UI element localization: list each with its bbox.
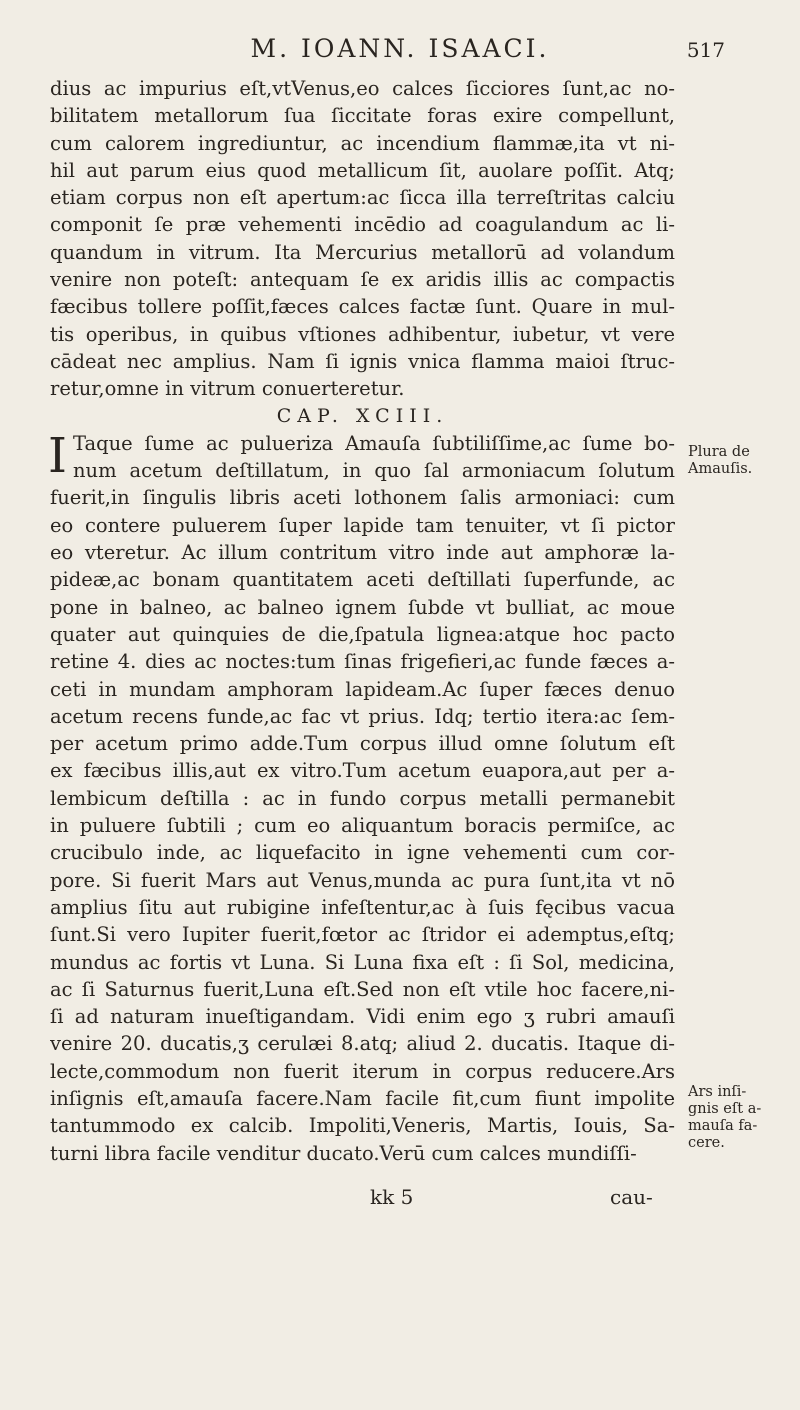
text-line: dius ac impurius eſt,vtVenus,eo calces ſicciores ſunt,ac no- xyxy=(50,77,675,100)
text-line: eo vteretur. Ac illum contritum vitro inde aut amphoræ la- xyxy=(50,541,675,565)
text-line: etiam corpus non eſt apertum:ac ſicca illa terreſtritas calciu xyxy=(50,186,675,210)
catchword: cau- xyxy=(610,1185,653,1209)
page-header xyxy=(0,30,800,70)
text-line: ac ſi Saturnus fuerit,Luna eſt.Sed non eſt vtile hoc facere,ni- xyxy=(50,977,675,1001)
margin-note-line: Amauſis. xyxy=(688,461,753,477)
text-line: per acetum primo adde.Tum corpus illud omne ſolutum eſt xyxy=(50,732,675,756)
text-line: mundus ac fortis vt Luna. Si Luna fixa eſt : ſi Sol, medicina, xyxy=(50,950,675,974)
page-footer xyxy=(0,1185,800,1211)
text-line: inſignis eſt,amauſa facere.Nam facile fit,cum fiunt impolite xyxy=(50,1086,675,1110)
text-line: ſunt.Si vero Iupiter fuerit,fœtor ac ſtridor ei ademptus,eſtq; xyxy=(50,923,675,947)
text-line: Taque ſume ac pulueriza Amauſa ſubtiliſſime,ac ſume bo- xyxy=(72,431,675,455)
chapter-heading: CAP. XCIII. xyxy=(276,404,449,427)
text-line: cādeat nec amplius. Nam ſi ignis vnica flamma maioi ſtruc- xyxy=(50,349,675,373)
margin-note-ars-insignis xyxy=(688,1084,761,1152)
text-line: venire 20. ducatis,ʒ cerulæi 8.atq; aliud 2. ducatis. Itaque di- xyxy=(50,1032,675,1056)
text-line: acetum recens funde,ac fac vt prius. Idq; tertio itera:ac ſem- xyxy=(50,704,675,728)
main-text xyxy=(50,75,675,1167)
running-head: M. IOANN. ISAACI. xyxy=(250,34,550,63)
text-line: turni libra facile venditur ducato.Verū cum calces mundiſſi- xyxy=(50,1141,637,1165)
text-line: eo contere puluerem ſuper lapide tam tenuiter, vt ſi pictor xyxy=(50,513,675,537)
text-line: pideæ,ac bonam quantitatem aceti deſtillati ſuperfunde, ac xyxy=(50,568,675,592)
margin-note-line: Ars inſi- xyxy=(688,1084,747,1100)
text-line: in puluere ſubtili ; cum eo aliquantum boracis permiſce, ac xyxy=(50,814,675,838)
paragraph-previous-chapter xyxy=(50,75,675,403)
text-line: tantummodo ex calcib. Impoliti,Veneris, Martis, Iouis, Sa- xyxy=(50,1114,675,1138)
page-number: 517 xyxy=(686,38,725,62)
text-line: venire non poteſt: antequam ſe ex aridis illis ac compactis xyxy=(50,268,675,292)
text-line: ceti in mundam amphoram lapideam.Ac ſuper fæces denuo xyxy=(50,677,675,701)
margin-note-line: Plura de xyxy=(688,444,750,460)
text-line: ex fæcibus illis,aut ex vitro.Tum acetum euapora,aut per a- xyxy=(50,759,675,783)
text-line: ſi ad naturam inueſtigandam. Vidi enim ego ʒ rubri amauſi xyxy=(50,1005,675,1029)
text-line: tis operibus, in quibus vſtiones adhibentur, iubetur, vt vere xyxy=(50,322,675,346)
signature-mark: kk 5 xyxy=(370,1185,414,1209)
paragraph-chapter-93 xyxy=(48,427,675,1167)
text-line: lecte,commodum non fuerit iterum in corpus reducere.Ars xyxy=(50,1059,675,1083)
text-line: num acetum deſtillatum, in quo ſal armoniacum ſolutum xyxy=(72,459,675,483)
text-line: fæcibus tollere poſſit,fæces calces factæ ſunt. Quare in mul- xyxy=(50,295,675,319)
text-line: pore. Si fuerit Mars aut Venus,munda ac pura ſunt,ita vt nō xyxy=(50,868,675,892)
margin-note-plura-de-amausis xyxy=(688,444,752,478)
text-line: crucibulo inde, ac liquefacito in igne vehementi cum cor- xyxy=(50,841,675,865)
text-line: retur,omne in vitrum conuerteretur. xyxy=(50,377,405,401)
margin-note-line: mauſa fa- xyxy=(688,1118,758,1134)
text-line: quandum in vitrum. Ita Mercurius metallorū ad volandum xyxy=(50,240,675,264)
margin-note-line: cere. xyxy=(688,1135,725,1151)
drop-cap: I xyxy=(48,427,67,484)
text-line: fuerit,in ſingulis libris aceti lothonem ſalis armoniaci: cum xyxy=(50,486,675,510)
text-line: retine 4. dies ac noctes:tum ſinas frigefieri,ac funde fæces a- xyxy=(50,650,675,674)
text-line: pone in balneo, ac balneo ignem ſubde vt bulliat, ac moue xyxy=(50,595,675,619)
text-line: hil aut parum eius quod metallicum ſit, auolare poſſit. Atq; xyxy=(50,158,675,182)
margin-note-line: gnis eſt a- xyxy=(688,1101,762,1117)
text-line: quater aut quinquies de die,ſpatula lignea:atque hoc pacto xyxy=(50,622,675,646)
text-line: lembicum deſtilla : ac in fundo corpus metalli permanebit xyxy=(50,786,675,810)
text-line: componit ſe præ vehementi incēdio ad coagulandum ac li- xyxy=(50,213,675,237)
text-line: amplius ſitu aut rubigine infeſtentur,ac à ſuis fęcibus vacua xyxy=(50,895,675,919)
text-line: cum calorem ingrediuntur, ac incendium flammæ,ita vt ni- xyxy=(50,131,675,155)
text-line: bilitatem metallorum ſua ſiccitate foras exire compellunt, xyxy=(50,104,675,128)
